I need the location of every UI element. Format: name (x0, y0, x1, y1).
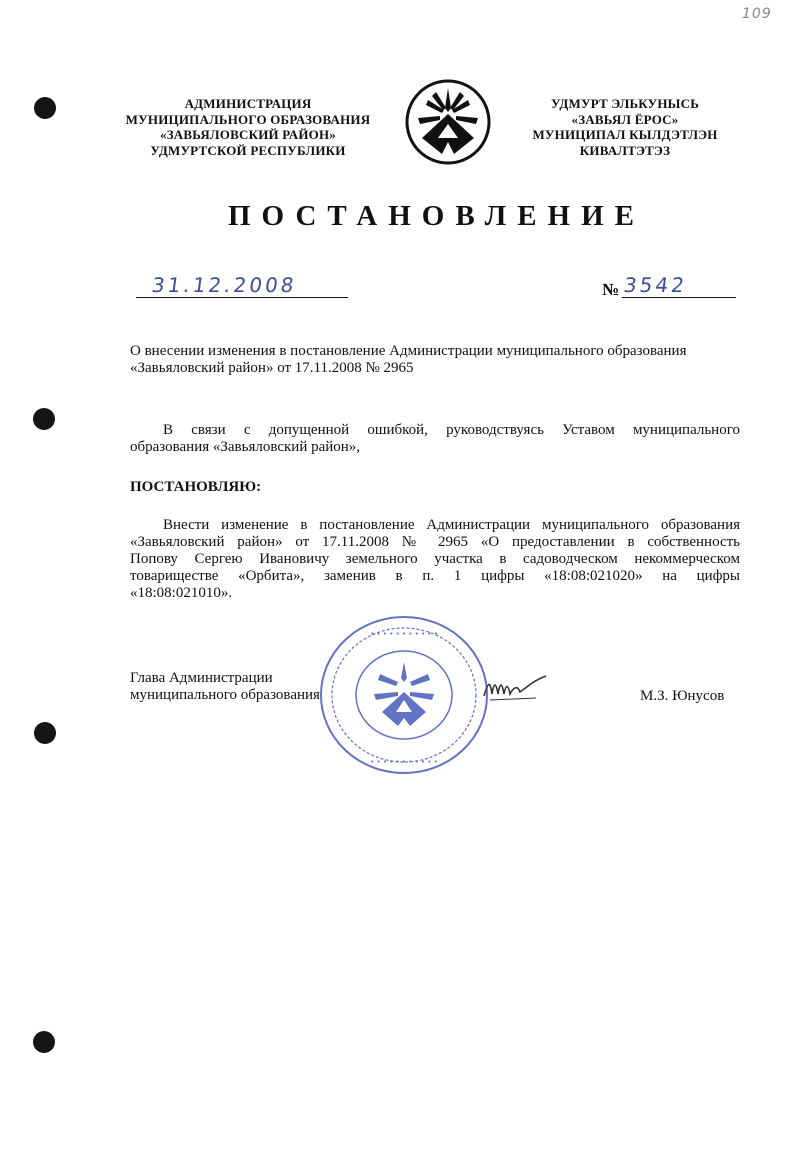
handwritten-number: 3542 (622, 273, 689, 297)
date-underline (136, 297, 348, 298)
header-left (118, 96, 378, 158)
number-underline (622, 297, 736, 298)
body-paragraph (130, 517, 740, 602)
subject (130, 343, 740, 377)
svg-text:• • • • • • • • • • •: • • • • • • • • • • • (370, 630, 438, 638)
body-line: Попову Сергею Ивановичу земельного участка в садоводческом некоммерческом (130, 551, 740, 567)
punch-hole (34, 97, 56, 119)
emblem-logo (404, 78, 492, 166)
header-right-line: «ЗАВЬЯЛ ЁРОС» (571, 111, 679, 127)
header-right-line: КИВАЛТЭТЭЗ (579, 142, 671, 158)
header-left-line: УДМУРТСКОЙ РЕСПУБЛИКИ (150, 142, 346, 158)
subject-line: «Завьяловский район» от 17.11.2008 № 2965 (130, 360, 414, 376)
svg-text:• • • • • • • • • • •: • • • • • • • • • • • (370, 758, 438, 766)
header-right-line: МУНИЦИПАЛ КЫЛДЭТЛЭН (532, 127, 718, 142)
signature-position-line: муниципального образования (130, 687, 320, 703)
header-right-line: УДМУРТ ЭЛЬКУНЫСЬ (550, 96, 700, 111)
handwritten-signature (480, 672, 550, 706)
number-label: № (602, 280, 620, 299)
page-number: 109 (742, 6, 772, 22)
header-left-line: «ЗАВЬЯЛОВСКИЙ РАЙОН» (160, 127, 336, 142)
document-title: ПОСТАНОВЛЕНИЕ (227, 200, 645, 232)
punch-hole (34, 722, 56, 744)
preamble (130, 422, 740, 456)
body-line: «18:08:021010». (130, 585, 233, 601)
preamble-line: образования «Завьяловский район», (130, 439, 361, 455)
handwritten-date: 31.12.2008 (150, 273, 299, 297)
body-line: «Завьяловский район» от 17.11.2008 № 2965 «О предоставлении в собственность (130, 534, 740, 550)
preamble-line: В связи с допущенной ошибкой, руководствуясь Уставом муниципального (163, 422, 740, 438)
header-right (512, 96, 738, 158)
body-line: Внести изменение в постановление Администрации муниципального образования (163, 517, 740, 533)
punch-hole (33, 1031, 55, 1053)
header-left-line: АДМИНИСТРАЦИЯ (184, 96, 312, 111)
punch-hole (33, 408, 55, 430)
signature-position-line: Глава Администрации (130, 670, 273, 686)
signature-position (130, 670, 390, 704)
body-line: товариществе «Орбита», заменив в п. 1 цифры «18:08:021020» на цифры (130, 568, 740, 584)
resolve-heading: ПОСТАНОВЛЯЮ: (130, 479, 262, 495)
signatory-name: М.З. Юнусов (640, 688, 725, 704)
header-left-line: МУНИЦИПАЛЬНОГО ОБРАЗОВАНИЯ (125, 111, 371, 127)
subject-line: О внесении изменения в постановление Администрации муниципального образования (130, 343, 687, 359)
